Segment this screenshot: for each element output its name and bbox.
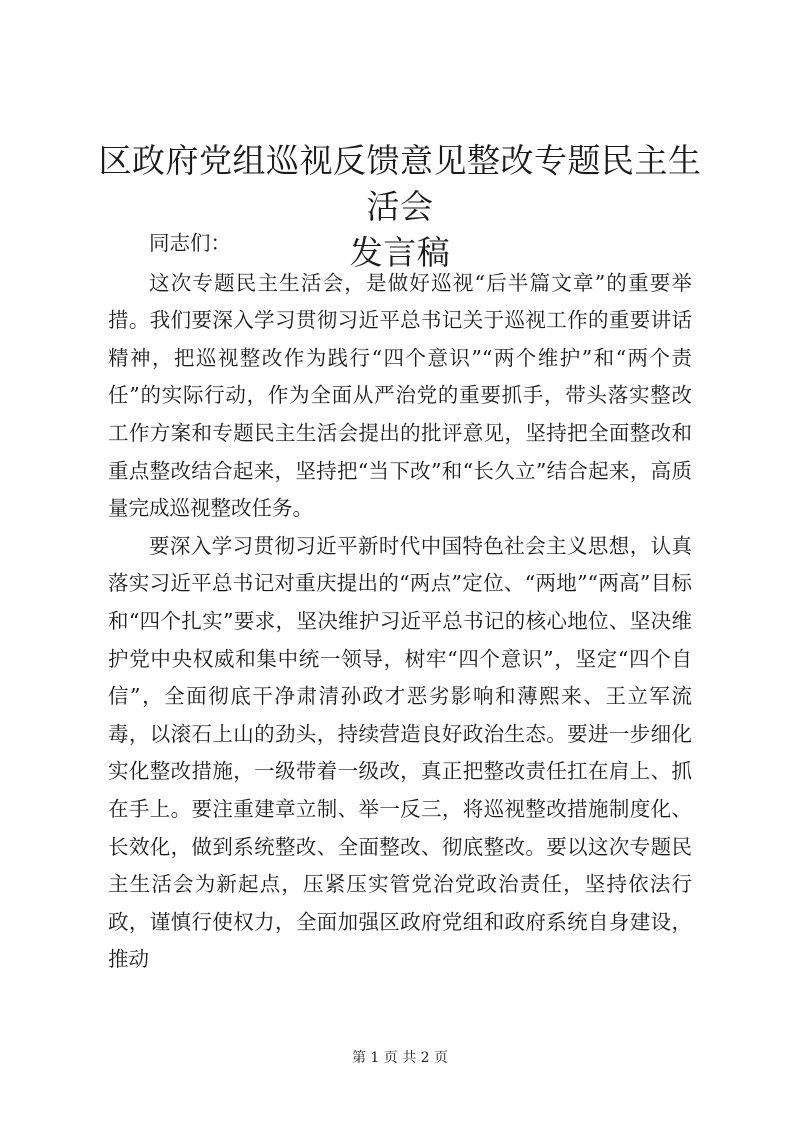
title-line-2: 发言稿 <box>349 233 451 272</box>
title-line-1: 区政府党组巡视反馈意见整改专题民主生活会 <box>98 141 702 226</box>
page-footer: 第 1 页 共 2 页 <box>351 1050 449 1066</box>
paragraph-2: 要深入学习贯彻习近平新时代中国特色社会主义思想，认真落实习近平总书记对重庆提出的“两点”定位、“两地”“两高”目标和“四个扎实”要求，坚决维护习近平总书记的核心地位、坚决维护党中央权威和集中统一领导，树牢“四个意识”，坚定“四个自信”，全面彻底干净肃清孙政才恶劣影响和薄熙来、王立军流毒，以滚石上山的劲头，持续营造良好政治生态。要进一步细化实化整改措施，一级带着一级改，真正把整改责任扛在肩上、抓在手上。要注重建章立制、举一反三，将巡视整改措施制度化、长效化，做到系统整改、全面整改、彻底整改。要以这次专题民主生活会为新起点，压紧压实管党治党政治责任，坚持依法行政，谨慎行使权力，全面加强区政府党组和政府系统自身建设，推动 <box>108 533 692 972</box>
document-body <box>108 225 692 979</box>
greeting: 同志们： <box>149 231 231 255</box>
paragraph-1: 这次专题民主生活会，是做好巡视“后半篇文章”的重要举措。我们要深入学习贯彻习近平总书记关于巡视工作的重要讲话精神，把巡视整改作为践行“四个意识”“两个维护”和“两个责任”的实际行动，作为全面从严治党的重要抓手，带头落实整改工作方案和专题民主生活会提出的批评意见，坚持把全面整改和重点整改结合起来，坚持把“当下改”和“长久立”结合起来，高质量完成巡视整改任务。 <box>108 270 692 521</box>
